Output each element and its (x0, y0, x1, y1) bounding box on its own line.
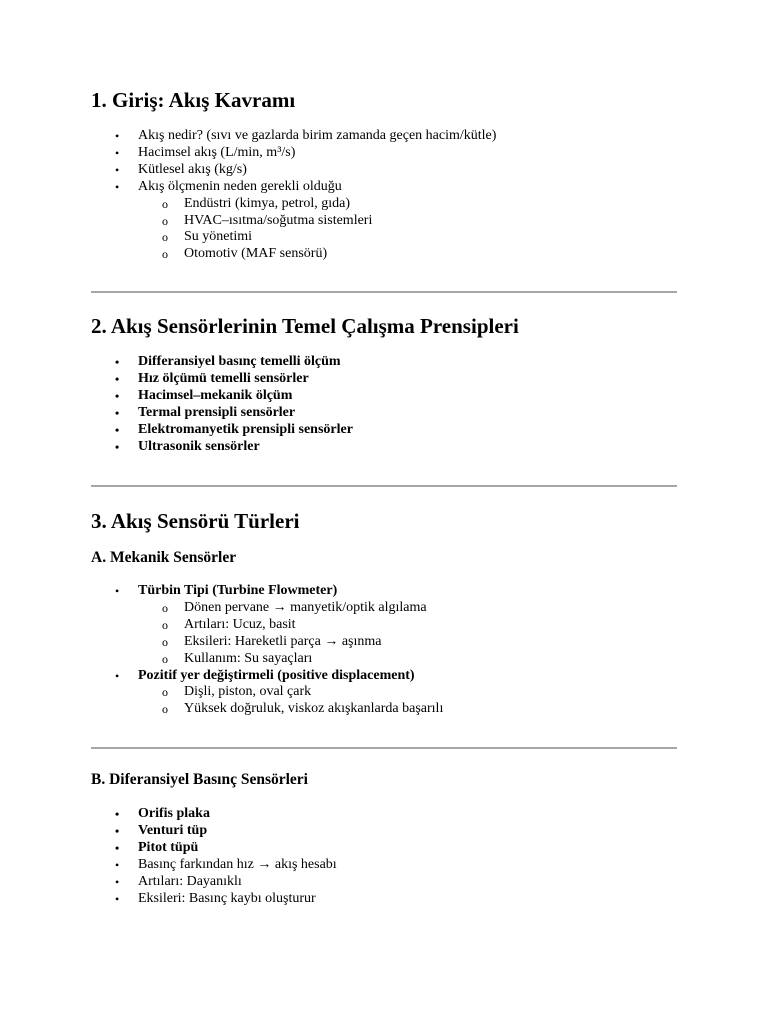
bullet-list (91, 806, 677, 907)
sub-list-item: o Dişli, piston, oval çark (138, 684, 677, 701)
sub-list-item: o Artıları: Ucuz, basit (138, 617, 677, 634)
sub-list-item: o Otomotiv (MAF sensörü) (138, 246, 677, 263)
list-item: • Kütlesel akış (kg/s) (91, 162, 677, 179)
sub-list (138, 684, 677, 718)
list-item: • Pitot tüpü (91, 840, 677, 857)
sub-list (138, 196, 677, 264)
list-item: • Hız ölçümü temelli sensörler (91, 371, 677, 388)
section-intro (91, 88, 677, 263)
section-title: 2. Akış Sensörlerinin Temel Çalışma Prensipleri (91, 314, 519, 338)
list-item: • Akış nedir? (sıvı ve gazlarda birim zamanda geçen hacim/kütle) (91, 128, 677, 145)
bullet-list (91, 354, 677, 455)
list-item (91, 583, 677, 668)
list-item: • Differansiyel basınç temelli ölçüm (91, 354, 677, 371)
subsection-title: A. Mekanik Sensörler (91, 549, 237, 566)
sub-list-item: o Kullanım: Su sayaçları (138, 651, 677, 668)
sub-list (138, 600, 677, 668)
list-item-label: Türbin Tipi (Turbine Flowmeter) (138, 583, 338, 598)
section-sensor-types (91, 509, 677, 718)
section-differential-pressure (91, 770, 677, 907)
bullet-list (91, 128, 677, 263)
list-item: • Elektromanyetik prensipli sensörler (91, 422, 677, 439)
sub-list-item: o Yüksek doğruluk, viskoz akışkanlarda başarılı (138, 701, 677, 718)
section-title: 3. Akış Sensörü Türleri (91, 509, 300, 533)
horizontal-divider (91, 485, 677, 487)
sub-list-item: o Su yönetimi (138, 229, 677, 246)
list-item (91, 179, 677, 264)
horizontal-divider (91, 291, 677, 293)
sub-list-item: o Endüstri (kimya, petrol, gıda) (138, 196, 677, 213)
list-item (91, 668, 677, 719)
list-item: • Hacimsel–mekanik ölçüm (91, 388, 677, 405)
bullet-list (91, 583, 677, 718)
section-principles (91, 314, 677, 455)
list-item: • Termal prensipli sensörler (91, 405, 677, 422)
list-item: • Venturi tüp (91, 823, 677, 840)
list-item-label: Pozitif yer değiştirmeli (positive displacement) (138, 667, 415, 683)
list-item: • Hacimsel akış (L/min, m³/s) (91, 145, 677, 162)
subsection-title: B. Diferansiyel Basınç Sensörleri (91, 771, 308, 788)
list-item: • Basınç farkından hız → akış hesabı (91, 857, 677, 874)
sub-list-item: o Dönen pervane → manyetik/optik algılama (138, 600, 677, 617)
list-item: • Orifis plaka (91, 806, 677, 823)
section-title: 1. Giriş: Akış Kavramı (91, 88, 296, 112)
list-item: • Eksileri: Basınç kaybı oluşturur (91, 891, 677, 908)
horizontal-divider (91, 747, 677, 749)
sub-list-item: o HVAC–ısıtma/soğutma sistemleri (138, 213, 677, 230)
list-item: • Ultrasonik sensörler (91, 439, 677, 456)
sub-list-item: o Eksileri: Hareketli parça → aşınma (138, 634, 677, 651)
list-item: • Artıları: Dayanıklı (91, 874, 677, 891)
list-item-label: Akış ölçmenin neden gerekli olduğu (138, 178, 342, 194)
